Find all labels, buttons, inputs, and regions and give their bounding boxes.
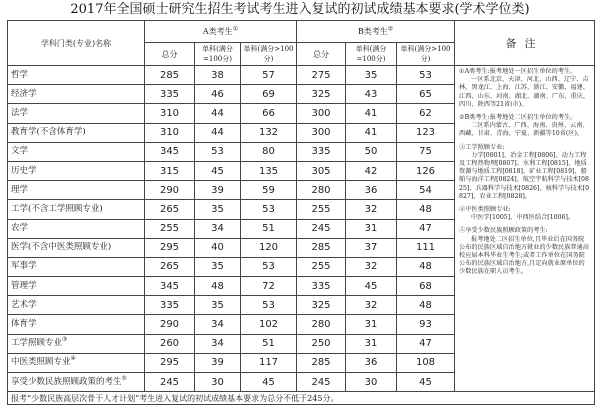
score-b-single-high: 68 xyxy=(397,277,455,296)
score-b-total: 255 xyxy=(297,257,346,276)
score-a-single-high: 132 xyxy=(241,123,297,142)
score-a-single-high: 120 xyxy=(241,238,297,257)
score-b-total: 300 xyxy=(297,123,346,142)
subject-name xyxy=(8,85,145,104)
score-a-single-low: 44 xyxy=(195,104,241,123)
remark-body: 报考地处二区招生单位,且毕业后在国务院公布的民族区域自治地方就业的少数民族普通高校应届本科毕业生考生;或者工作单位在国务院公布的民族区域自治地方,且定向就业原单位的少数民族在职人员考生。 xyxy=(459,235,589,276)
remark-note xyxy=(459,206,590,222)
remark-note xyxy=(459,68,590,109)
score-a-total: 335 xyxy=(145,85,195,104)
remark-mark: ② xyxy=(459,114,465,122)
subject-name xyxy=(8,334,145,353)
remark-note xyxy=(459,114,590,139)
header-a-total: 总分 xyxy=(145,43,195,66)
score-a-total: 345 xyxy=(145,277,195,296)
remark-note xyxy=(459,144,590,201)
score-table xyxy=(7,20,594,403)
score-a-single-high: 53 xyxy=(241,296,297,315)
score-b-single-low: 41 xyxy=(346,104,397,123)
score-b-total: 250 xyxy=(297,334,346,353)
score-b-total: 285 xyxy=(297,238,346,257)
score-a-single-high: 135 xyxy=(241,161,297,180)
score-a-single-low: 53 xyxy=(195,142,241,161)
score-b-total: 325 xyxy=(297,296,346,315)
subject-label: 体育学 xyxy=(11,319,37,330)
score-b-single-high: 54 xyxy=(397,181,455,200)
header-group-b: B类考生② xyxy=(297,21,455,43)
footnote: 报考“少数民族高层次骨干人才计划”考生进入复试的初试成绩基本要求为总分不低于245分。 xyxy=(8,392,595,405)
subject-name xyxy=(8,296,145,315)
score-a-total: 265 xyxy=(145,200,195,219)
header-a-single-low: 单科(满分=100分) xyxy=(195,43,241,66)
score-a-single-high: 57 xyxy=(241,66,297,85)
remark-title xyxy=(459,227,590,235)
score-a-single-low: 34 xyxy=(195,334,241,353)
subject-name xyxy=(8,66,145,85)
remark-title-text: A类考生:报考地处一区招生单位的考生。 xyxy=(464,68,577,75)
remark-body: 中医学[1005]、中西医结合[1006]。 xyxy=(471,214,575,222)
subject-name xyxy=(8,257,145,276)
score-a-total: 290 xyxy=(145,315,195,334)
score-b-total: 275 xyxy=(297,66,346,85)
score-a-total: 285 xyxy=(145,66,195,85)
subject-label: 法学 xyxy=(11,107,29,118)
score-b-total: 335 xyxy=(297,142,346,161)
score-b-total: 285 xyxy=(297,353,346,372)
score-a-single-high: 72 xyxy=(241,277,297,296)
score-b-single-high: 48 xyxy=(397,257,455,276)
remark-title-text: B类考生:报考地处二区招生单位的考生。 xyxy=(464,114,577,122)
subject-label: 军事学 xyxy=(11,261,37,272)
score-b-single-high: 75 xyxy=(397,142,455,161)
subject-name xyxy=(8,373,145,392)
score-a-total: 255 xyxy=(145,219,195,238)
score-a-single-low: 35 xyxy=(195,200,241,219)
score-a-single-low: 35 xyxy=(195,257,241,276)
score-a-single-high: 53 xyxy=(241,257,297,276)
subject-label: 农学 xyxy=(11,223,29,234)
score-b-single-low: 43 xyxy=(346,85,397,104)
subject-name xyxy=(8,277,145,296)
score-b-single-high: 93 xyxy=(397,315,455,334)
score-b-single-high: 111 xyxy=(397,238,455,257)
subject-label: 医学(不含中医类照顾专业) xyxy=(11,242,112,253)
score-a-single-low: 35 xyxy=(195,296,241,315)
score-a-single-high: 51 xyxy=(241,334,297,353)
score-a-single-low: 30 xyxy=(195,373,241,392)
score-a-single-low: 39 xyxy=(195,181,241,200)
header-group-a: A类考生① xyxy=(145,21,297,43)
subject-label: 艺术学 xyxy=(11,299,37,310)
header-b-total: 总分 xyxy=(297,43,346,66)
score-b-single-high: 53 xyxy=(397,66,455,85)
score-b-total: 305 xyxy=(297,161,346,180)
subject-footnote-mark: ⑤ xyxy=(121,374,127,382)
subject-label: 文学 xyxy=(11,146,29,157)
score-a-total: 345 xyxy=(145,142,195,161)
score-b-total: 245 xyxy=(297,219,346,238)
score-a-total: 310 xyxy=(145,104,195,123)
score-a-total: 245 xyxy=(145,373,195,392)
score-a-total: 315 xyxy=(145,161,195,180)
remark-title xyxy=(459,114,590,122)
score-b-single-low: 31 xyxy=(346,219,397,238)
score-b-single-high: 48 xyxy=(397,296,455,315)
remark-title-text: 享受少数民族照顾政策的考生: xyxy=(465,227,548,235)
score-b-total: 255 xyxy=(297,200,346,219)
remark-title-text: 中医类照顾专业: xyxy=(465,206,511,214)
score-b-single-low: 36 xyxy=(346,353,397,372)
score-b-single-high: 62 xyxy=(397,104,455,123)
subject-name xyxy=(8,123,145,142)
header-remarks: 备注 xyxy=(455,21,595,66)
remark-mark: ⑤ xyxy=(459,227,466,235)
score-a-single-high: 66 xyxy=(241,104,297,123)
subject-label: 中医类照顾专业 xyxy=(11,357,71,368)
remark-title xyxy=(459,68,590,76)
table-row xyxy=(8,66,595,85)
score-b-single-high: 123 xyxy=(397,123,455,142)
remark-title xyxy=(459,144,590,152)
score-a-total: 290 xyxy=(145,181,195,200)
score-b-total: 245 xyxy=(297,373,346,392)
score-a-total: 265 xyxy=(145,257,195,276)
subject-name xyxy=(8,142,145,161)
score-b-single-low: 35 xyxy=(346,66,397,85)
subject-footnote-mark: ④ xyxy=(70,355,76,363)
subject-label: 理学 xyxy=(11,184,29,195)
score-a-single-high: 102 xyxy=(241,315,297,334)
score-a-single-low: 46 xyxy=(195,85,241,104)
score-b-single-high: 45 xyxy=(397,373,455,392)
subject-label: 教育学(不含体育学) xyxy=(11,127,86,138)
score-a-total: 310 xyxy=(145,123,195,142)
score-a-total: 335 xyxy=(145,296,195,315)
subject-name xyxy=(8,353,145,372)
score-a-single-high: 59 xyxy=(241,181,297,200)
score-b-single-high: 65 xyxy=(397,85,455,104)
header-a-single-high: 单科(满分>100分) xyxy=(241,43,297,66)
score-b-single-low: 31 xyxy=(346,315,397,334)
subject-footnote-mark: ③ xyxy=(62,336,68,344)
score-a-single-high: 69 xyxy=(241,85,297,104)
score-b-single-low: 31 xyxy=(346,334,397,353)
score-a-single-high: 53 xyxy=(241,200,297,219)
score-a-single-high: 51 xyxy=(241,219,297,238)
score-a-total: 295 xyxy=(145,353,195,372)
score-b-total: 280 xyxy=(297,315,346,334)
score-a-single-low: 48 xyxy=(195,277,241,296)
subject-label: 历史学 xyxy=(11,165,37,176)
remark-mark: ④ xyxy=(459,206,466,214)
score-a-total: 295 xyxy=(145,238,195,257)
remark-title-text: 工学照顾专业: xyxy=(465,143,505,151)
score-b-single-low: 42 xyxy=(346,161,397,180)
header-b-single-low: 单科(满分=100分) xyxy=(346,43,397,66)
remarks-cell xyxy=(455,66,595,392)
score-b-single-low: 45 xyxy=(346,277,397,296)
score-b-single-low: 32 xyxy=(346,257,397,276)
subject-label: 管理学 xyxy=(11,280,37,291)
subject-label: 经济学 xyxy=(11,88,37,99)
score-b-total: 335 xyxy=(297,277,346,296)
score-b-single-high: 47 xyxy=(397,219,455,238)
score-b-single-high: 108 xyxy=(397,353,455,372)
score-b-total: 280 xyxy=(297,181,346,200)
score-a-single-low: 45 xyxy=(195,161,241,180)
score-a-single-high: 117 xyxy=(241,353,297,372)
subject-label: 工学照顾专业 xyxy=(11,338,63,349)
subject-name xyxy=(8,104,145,123)
remark-body: 力学[0801]、冶金工程[0806]、动力工程及工程热物理[0807]、水利工程[0815]、地质资源与地质工程[0818]、矿业工程[0819]、船舶与海洋工程[0824]、航空宇航科学与技术[0825]、兵器科学与技术[0826]、核科学与技术[0827]、农业工程[0828]。 xyxy=(459,151,590,200)
score-b-single-low: 32 xyxy=(346,200,397,219)
score-b-single-low: 37 xyxy=(346,238,397,257)
score-a-single-low: 34 xyxy=(195,219,241,238)
score-b-total: 325 xyxy=(297,85,346,104)
score-a-single-low: 44 xyxy=(195,123,241,142)
score-b-single-high: 47 xyxy=(397,334,455,353)
score-b-total: 300 xyxy=(297,104,346,123)
subject-name xyxy=(8,181,145,200)
score-b-single-low: 30 xyxy=(346,373,397,392)
score-b-single-high: 48 xyxy=(397,200,455,219)
remark-mark: ③ xyxy=(459,143,466,151)
subject-label: 哲学 xyxy=(11,69,29,80)
subject-name xyxy=(8,315,145,334)
subject-name xyxy=(8,200,145,219)
header-subject: 学科门类(专业)名称 xyxy=(8,21,145,66)
remark-mark: ① xyxy=(459,68,465,75)
score-a-single-low: 39 xyxy=(195,353,241,372)
page-title: 2017年全国硕士研究生招生考试考生进入复试的初试成绩基本要求(学术学位类) xyxy=(70,2,530,17)
score-b-single-high: 126 xyxy=(397,161,455,180)
score-a-single-high: 45 xyxy=(241,373,297,392)
score-b-single-low: 41 xyxy=(346,123,397,142)
subject-name xyxy=(8,238,145,257)
score-a-total: 260 xyxy=(145,334,195,353)
remark-note xyxy=(459,227,590,276)
subject-name xyxy=(8,219,145,238)
score-b-single-low: 50 xyxy=(346,142,397,161)
score-a-single-low: 38 xyxy=(195,66,241,85)
remark-body: 一区系北京、天津、河北、山西、辽宁、吉林、黑龙江、上海、江苏、浙江、安徽、福建、江西、山东、河南、湖北、湖南、广东、重庆、四川、陕西等21省(市)。 xyxy=(459,76,589,108)
header-b-single-high: 单科(满分>100分) xyxy=(397,43,455,66)
subject-label: 享受少数民族照顾政策的考生 xyxy=(11,376,122,387)
remark-body: 二区系内蒙古、广西、海南、贵州、云南、西藏、甘肃、青海、宁夏、新疆等10省(区)。 xyxy=(459,122,589,138)
score-a-single-low: 40 xyxy=(195,238,241,257)
score-a-single-low: 34 xyxy=(195,315,241,334)
subject-name xyxy=(8,161,145,180)
score-b-single-low: 36 xyxy=(346,181,397,200)
score-b-single-low: 32 xyxy=(346,296,397,315)
subject-label: 工学(不含工学照顾专业) xyxy=(11,203,103,214)
score-a-single-high: 80 xyxy=(241,142,297,161)
